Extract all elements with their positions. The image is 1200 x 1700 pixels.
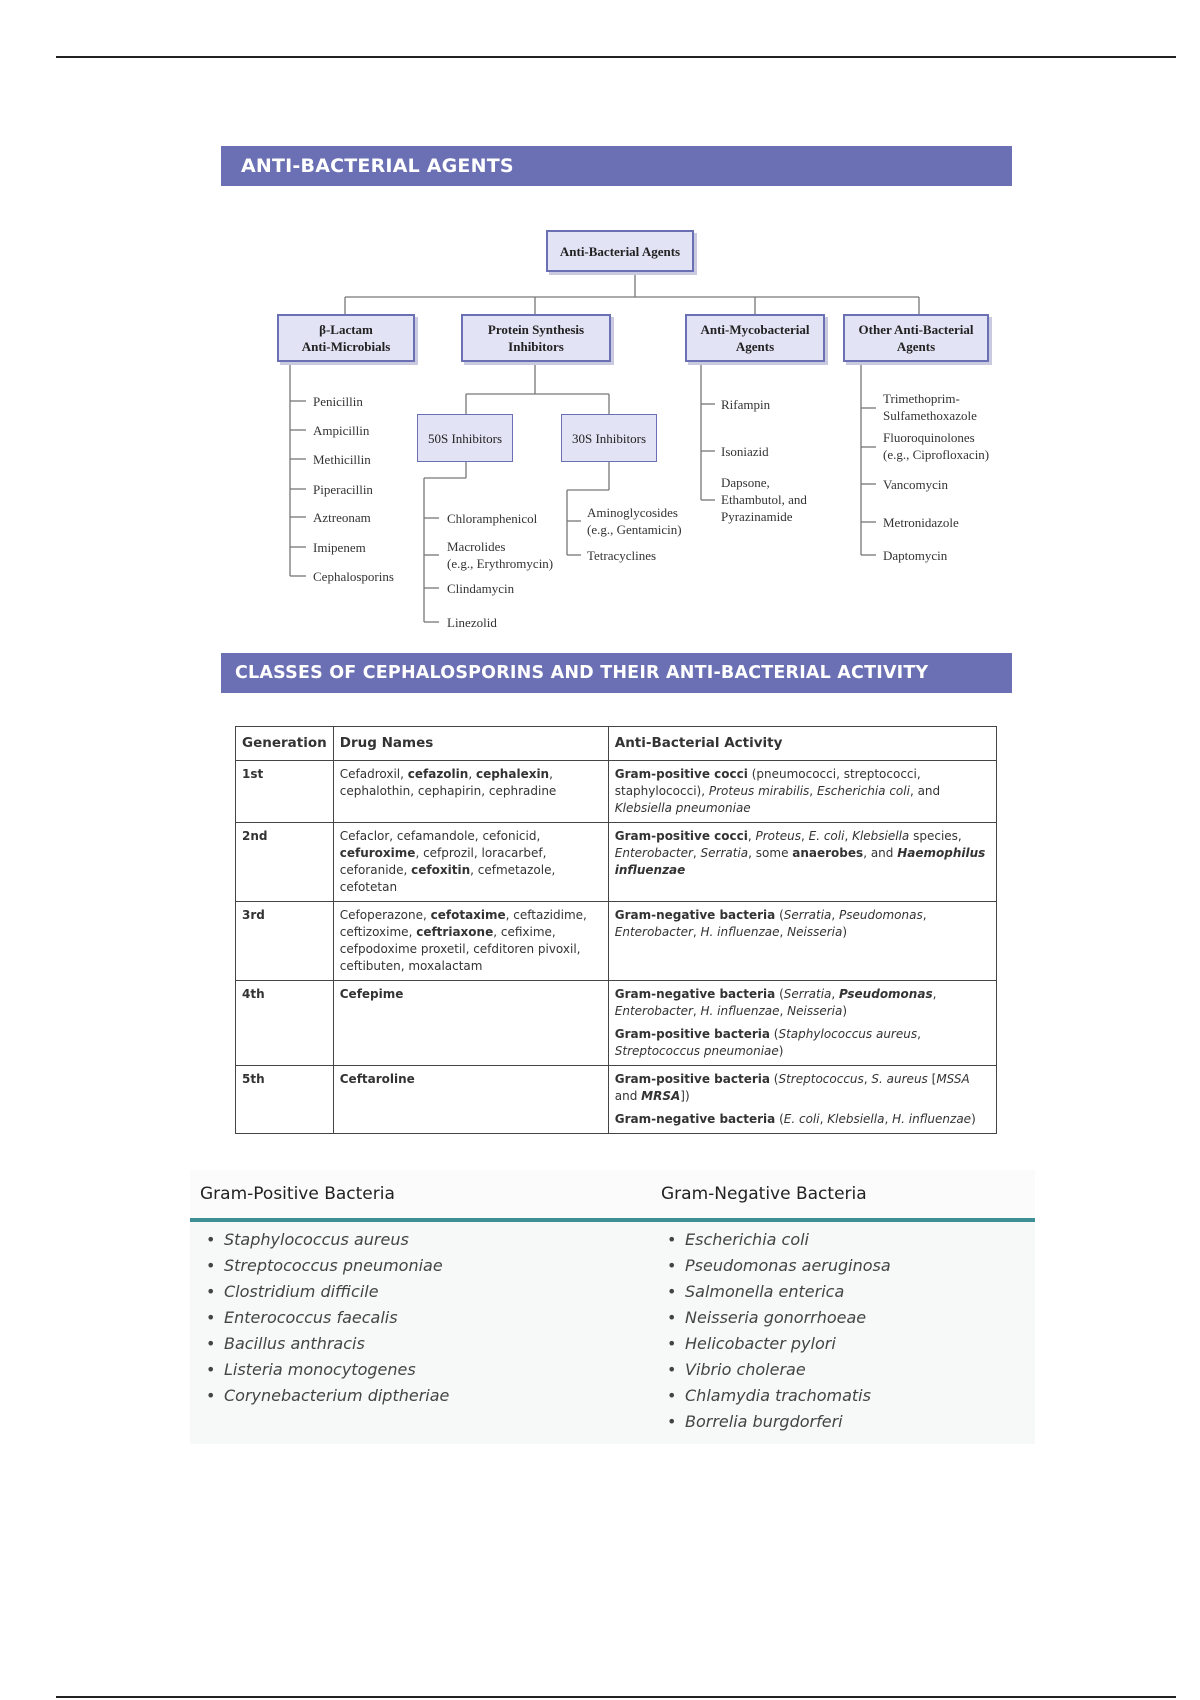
cephalosporins-table bbox=[235, 726, 997, 1134]
bullet-icon: • bbox=[206, 1360, 216, 1379]
bacteria-list-item bbox=[651, 1305, 891, 1331]
list-item: Dapsone, Ethambutol, and Pyrazinamide bbox=[721, 475, 807, 524]
drug-names-cell: Ceftaroline bbox=[333, 1066, 608, 1134]
top-rule bbox=[56, 56, 1176, 58]
beta-lactam-node: β-Lactam Anti-Microbials bbox=[277, 314, 415, 362]
bullet-icon: • bbox=[667, 1256, 677, 1275]
anti-mycobacterial-node: Anti-Mycobacterial Agents bbox=[685, 314, 825, 362]
list-item: Macrolides (e.g., Erythromycin) bbox=[447, 539, 554, 571]
list-item: Imipenem bbox=[313, 540, 366, 555]
col-header-drug-names: Drug Names bbox=[333, 727, 608, 761]
table-row bbox=[236, 1066, 997, 1134]
30s-inhibitors-node: 30S Inhibitors bbox=[561, 414, 657, 462]
bacteria-list-item bbox=[190, 1227, 449, 1253]
list-item: Rifampin bbox=[721, 397, 771, 412]
other-anti-bacterial-node: Other Anti-Bacterial Agents bbox=[843, 314, 989, 362]
bullet-icon: • bbox=[206, 1334, 216, 1353]
col-header-activity: Anti-Bacterial Activity bbox=[608, 727, 996, 761]
generation-cell: 4th bbox=[236, 981, 334, 1066]
bullet-icon: • bbox=[206, 1256, 216, 1275]
bacteria-name: Vibrio cholerae bbox=[685, 1360, 806, 1379]
bacteria-name: Neisseria gonorrhoeae bbox=[685, 1308, 867, 1327]
bacteria-list-item bbox=[651, 1357, 891, 1383]
bacteria-name: Enterococcus faecalis bbox=[224, 1308, 398, 1327]
50s-inhibitors-node: 50S Inhibitors bbox=[417, 414, 513, 462]
bullet-icon: • bbox=[667, 1360, 677, 1379]
table-row bbox=[236, 902, 997, 981]
bacteria-name: Helicobacter pylori bbox=[685, 1334, 836, 1353]
bacteria-name: Escherichia coli bbox=[685, 1230, 809, 1249]
table-row bbox=[236, 981, 997, 1066]
generation-cell: 5th bbox=[236, 1066, 334, 1134]
bacteria-list-item bbox=[190, 1253, 449, 1279]
activity-text: Gram-negative bacteria (Serratia, Pseudomonas, Enterobacter, H. influenzae, Neisseria) bbox=[614, 987, 937, 1018]
list-item: Tetracyclines bbox=[587, 548, 657, 563]
list-item: Chloramphenicol bbox=[447, 511, 538, 526]
list-item: Methicillin bbox=[313, 452, 371, 467]
bacteria-list-item bbox=[190, 1279, 449, 1305]
bacteria-list-item bbox=[651, 1227, 891, 1253]
root-node: Anti-Bacterial Agents bbox=[546, 230, 694, 272]
generation-cell: 3rd bbox=[236, 902, 334, 981]
list-item: Daptomycin bbox=[883, 548, 948, 563]
list-item: Piperacillin bbox=[313, 482, 373, 497]
cephalosporins-banner: CLASSES OF CEPHALOSPORINS AND THEIR ANTI-BACTERIAL ACTIVITY bbox=[221, 653, 1012, 693]
col-header-generation: Generation bbox=[236, 727, 334, 761]
list-item: Penicillin bbox=[313, 394, 363, 409]
drug-names-cell: Cefepime bbox=[333, 981, 608, 1066]
bacteria-name: Borrelia burgdorferi bbox=[685, 1412, 843, 1431]
gram-bacteria-panel bbox=[190, 1170, 1035, 1444]
activity-text: Gram-positive cocci, Proteus, E. coli, Klebsiella species, Enterobacter, Serratia, some anaerobes, and Haemophilus influenzae bbox=[614, 829, 986, 877]
bacteria-name: Streptococcus pneumoniae bbox=[224, 1256, 443, 1275]
bullet-icon: • bbox=[206, 1230, 216, 1249]
list-item: Metronidazole bbox=[883, 515, 959, 530]
activity-text: Gram-positive bacteria (Streptococcus, S. aureus [MSSA and MRSA]) bbox=[614, 1072, 970, 1103]
drug-names-cell: Cefadroxil, cefazolin, cephalexin, cephalothin, cephapirin, cephradine bbox=[333, 761, 608, 823]
bacteria-list-item bbox=[651, 1331, 891, 1357]
list-item: Clindamycin bbox=[447, 581, 515, 596]
list-item: Cephalosporins bbox=[313, 569, 394, 584]
bacteria-list-item bbox=[651, 1409, 891, 1435]
list-item: Fluoroquinolones (e.g., Ciprofloxacin) bbox=[883, 430, 990, 462]
gram-negative-heading: Gram-Negative Bacteria bbox=[661, 1184, 867, 1204]
list-item: Aztreonam bbox=[313, 510, 371, 525]
drug-names-cell: Cefoperazone, cefotaxime, ceftazidime, ceftizoxime, ceftriaxone, cefixime, cefpodoxime proxetil, cefditoren pivoxil, ceftibuten, moxalactam bbox=[333, 902, 608, 981]
list-item: Isoniazid bbox=[721, 444, 769, 459]
bacteria-name: Listeria monocytogenes bbox=[224, 1360, 416, 1379]
bacteria-name: Clostridium difficile bbox=[224, 1282, 379, 1301]
activity-cell bbox=[608, 1066, 996, 1134]
bullet-icon: • bbox=[206, 1386, 216, 1405]
bullet-icon: • bbox=[667, 1334, 677, 1353]
list-item: Ampicillin bbox=[313, 423, 370, 438]
list-item: Vancomycin bbox=[883, 477, 948, 492]
activity-text: Gram-negative bacteria (Serratia, Pseudomonas, Enterobacter, H. influenzae, Neisseria) bbox=[614, 908, 927, 939]
generation-cell: 2nd bbox=[236, 823, 334, 902]
activity-cell bbox=[608, 761, 996, 823]
gram-positive-list bbox=[190, 1227, 449, 1409]
bottom-rule bbox=[56, 1696, 1176, 1698]
activity-text: Gram-positive bacteria (Staphylococcus aureus, Streptococcus pneumoniae) bbox=[614, 1027, 921, 1058]
bacteria-name: Salmonella enterica bbox=[685, 1282, 845, 1301]
bacteria-list-item bbox=[651, 1383, 891, 1409]
table-row bbox=[236, 761, 997, 823]
table-row bbox=[236, 823, 997, 902]
activity-text: Gram-negative bacteria (E. coli, Klebsiella, H. influenzae) bbox=[614, 1112, 976, 1126]
anti-bacterial-diagram bbox=[221, 190, 1012, 640]
list-item: Trimethoprim- Sulfamethoxazole bbox=[883, 391, 977, 423]
bacteria-list-item bbox=[651, 1253, 891, 1279]
bullet-icon: • bbox=[667, 1386, 677, 1405]
anti-bacterial-agents-banner: ANTI-BACTERIAL AGENTS bbox=[221, 146, 1012, 186]
bullet-icon: • bbox=[206, 1308, 216, 1327]
activity-cell bbox=[608, 981, 996, 1066]
bullet-icon: • bbox=[667, 1308, 677, 1327]
bacteria-name: Pseudomonas aeruginosa bbox=[685, 1256, 891, 1275]
bacteria-list-item bbox=[190, 1357, 449, 1383]
bacteria-list-item bbox=[190, 1331, 449, 1357]
table-header-row bbox=[236, 727, 997, 761]
generation-cell: 1st bbox=[236, 761, 334, 823]
bullet-icon: • bbox=[667, 1412, 677, 1431]
bacteria-list-item bbox=[190, 1383, 449, 1409]
drug-names-cell: Cefaclor, cefamandole, cefonicid, cefuroxime, cefprozil, loracarbef, ceforanide, cefoxitin, cefmetazole, cefotetan bbox=[333, 823, 608, 902]
list-item: Linezolid bbox=[447, 615, 497, 630]
bacteria-name: Staphylococcus aureus bbox=[224, 1230, 409, 1249]
list-item: Aminoglycosides (e.g., Gentamicin) bbox=[587, 505, 682, 537]
activity-cell bbox=[608, 823, 996, 902]
bacteria-header bbox=[190, 1170, 1035, 1222]
protein-synthesis-node: Protein Synthesis Inhibitors bbox=[461, 314, 611, 362]
bullet-icon: • bbox=[667, 1230, 677, 1249]
bacteria-name: Chlamydia trachomatis bbox=[685, 1386, 871, 1405]
gram-negative-list bbox=[651, 1227, 891, 1435]
activity-text: Gram-positive cocci (pneumococci, streptococci, staphylococci), Proteus mirabilis, Escherichia coli, and Klebsiella pneumoniae bbox=[614, 767, 941, 815]
bullet-icon: • bbox=[667, 1282, 677, 1301]
bacteria-list-item bbox=[190, 1305, 449, 1331]
gram-positive-heading: Gram-Positive Bacteria bbox=[200, 1184, 395, 1204]
activity-cell bbox=[608, 902, 996, 981]
bacteria-name: Bacillus anthracis bbox=[224, 1334, 365, 1353]
bullet-icon: • bbox=[206, 1282, 216, 1301]
bacteria-list-item bbox=[651, 1279, 891, 1305]
bacteria-name: Corynebacterium diptheriae bbox=[224, 1386, 450, 1405]
